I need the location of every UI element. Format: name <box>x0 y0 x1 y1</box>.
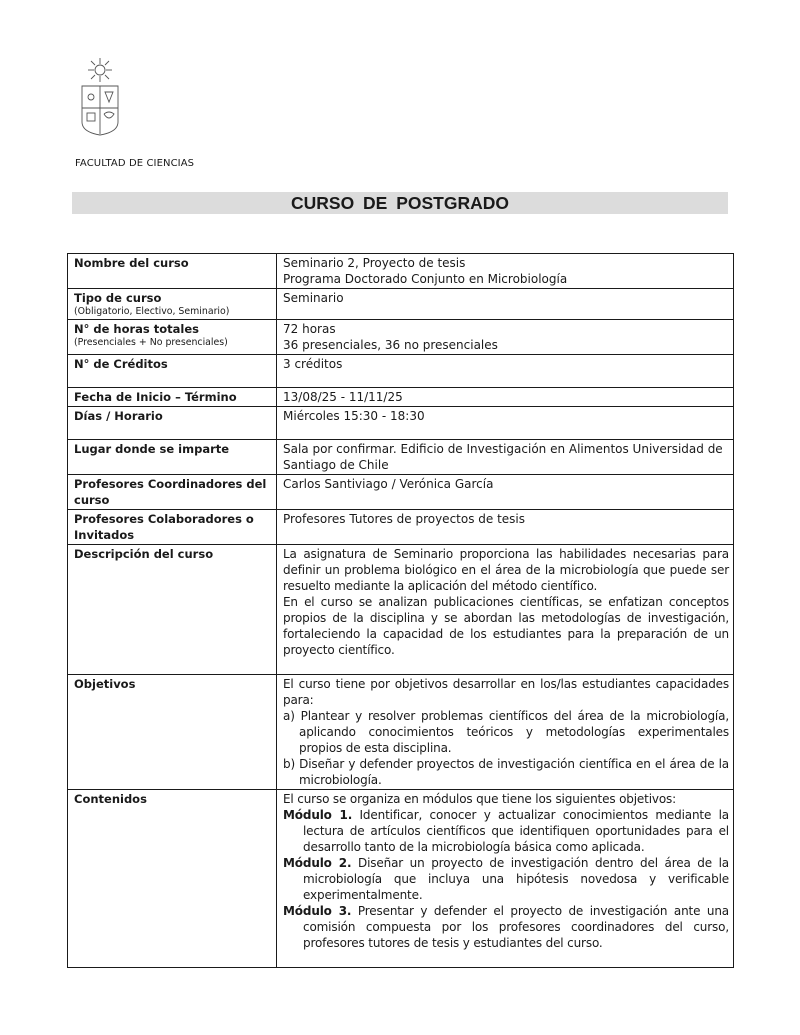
label-description: Descripción del curso <box>68 545 277 675</box>
value-coordinators: Carlos Santiviago / Verónica García <box>277 475 734 510</box>
description-paragraph: La asignatura de Seminario proporciona las habilidades necesarias para definir un problema biológico en el área de la microbiología que puede ser resuelto mediante la aplicación del método científico. <box>283 547 729 593</box>
page-title: CURSO DE POSTGRADO <box>290 193 510 213</box>
label-schedule: Días / Horario <box>68 407 277 440</box>
hours-total-line: 72 horas <box>283 322 336 336</box>
module-item <box>283 807 729 855</box>
label-contents: Contenidos <box>68 790 277 968</box>
row-dates <box>68 388 734 407</box>
label-course-name: Nombre del curso <box>68 254 277 289</box>
label-credits: N° de Créditos <box>68 355 277 388</box>
course-type-sublabel: (Obligatorio, Electivo, Seminario) <box>74 306 230 317</box>
course-name-line: Seminario 2, Proyecto de tesis <box>283 256 466 270</box>
course-info-table <box>67 253 734 968</box>
value-description <box>277 545 734 675</box>
value-objectives <box>277 675 734 790</box>
row-coordinators <box>68 475 734 510</box>
value-credits: 3 créditos <box>277 355 734 388</box>
module-item <box>283 855 729 903</box>
course-program-line: Programa Doctorado Conjunto en Microbiología <box>283 272 568 286</box>
module-text: Identificar, conocer y actualizar conocimientos mediante la lectura de artículos científicos que identifiquen oportunidades para el desarrollo tanto de la microbiología básica como aplicada. <box>303 808 729 854</box>
row-location <box>68 440 734 475</box>
module-title: Módulo 1. <box>283 808 353 822</box>
university-crest-logo <box>78 56 122 136</box>
title-banner <box>72 192 728 214</box>
module-title: Módulo 2. <box>283 856 352 870</box>
value-schedule: Miércoles 15:30 - 18:30 <box>277 407 734 440</box>
description-paragraph: En el curso se analizan publicaciones científicas, se enfatizan conceptos propios de la disciplina y se abordan las metodologías de investigación, fortaleciendo la capacidad de los estudiantes para la preparación de un proyecto científico. <box>283 595 729 657</box>
row-description <box>68 545 734 675</box>
value-total-hours <box>277 320 734 355</box>
hours-breakdown-line: 36 presenciales, 36 no presenciales <box>283 338 498 352</box>
row-credits <box>68 355 734 388</box>
module-text: Presentar y defender el proyecto de investigación ante una comisión compuesta por los profesores coordinadores del curso, profesores tutores de tesis y estudiantes del curso. <box>303 904 729 950</box>
label-location: Lugar donde se imparte <box>68 440 277 475</box>
value-dates: 13/08/25 - 11/11/25 <box>277 388 734 407</box>
label-collaborators: Profesores Colaboradores o Invitados <box>68 510 277 545</box>
module-title: Módulo 3. <box>283 904 352 918</box>
contents-intro: El curso se organiza en módulos que tiene los siguientes objetivos: <box>283 792 677 806</box>
value-collaborators: Profesores Tutores de proyectos de tesis <box>277 510 734 545</box>
value-course-name <box>277 254 734 289</box>
row-collaborators <box>68 510 734 545</box>
row-schedule <box>68 407 734 440</box>
total-hours-sublabel: (Presenciales + No presenciales) <box>74 337 228 348</box>
value-contents <box>277 790 734 968</box>
row-contents <box>68 790 734 968</box>
objective-item: b) Diseñar y defender proyectos de investigación científica en el área de la microbiología. <box>283 757 729 787</box>
row-course-type <box>68 289 734 320</box>
objectives-intro: El curso tiene por objetivos desarrollar en los/las estudiantes capacidades para: <box>283 677 729 707</box>
label-coordinators: Profesores Coordinadores del curso <box>68 475 277 510</box>
label-course-type <box>68 289 277 320</box>
module-item <box>283 903 729 951</box>
objective-item: a) Plantear y resolver problemas científicos del área de la microbiología, aplicando conocimientos teóricos y metodologías experimentales propios de esta disciplina. <box>283 709 729 755</box>
label-total-hours <box>68 320 277 355</box>
value-location: Sala por confirmar. Edificio de Investigación en Alimentos Universidad de Santiago de Chile <box>277 440 734 475</box>
label-objectives: Objetivos <box>68 675 277 790</box>
row-course-name <box>68 254 734 289</box>
module-text: Diseñar un proyecto de investigación dentro del área de la microbiología que incluya una hipótesis novedosa y verificable experimentalmente. <box>303 856 729 902</box>
label-dates: Fecha de Inicio – Término <box>68 388 277 407</box>
faculty-name: FACULTAD DE CIENCIAS <box>75 158 195 169</box>
course-type-label: Tipo de curso <box>74 291 162 305</box>
total-hours-label: N° de horas totales <box>74 322 200 336</box>
row-total-hours <box>68 320 734 355</box>
row-objectives <box>68 675 734 790</box>
value-course-type: Seminario <box>277 289 734 320</box>
